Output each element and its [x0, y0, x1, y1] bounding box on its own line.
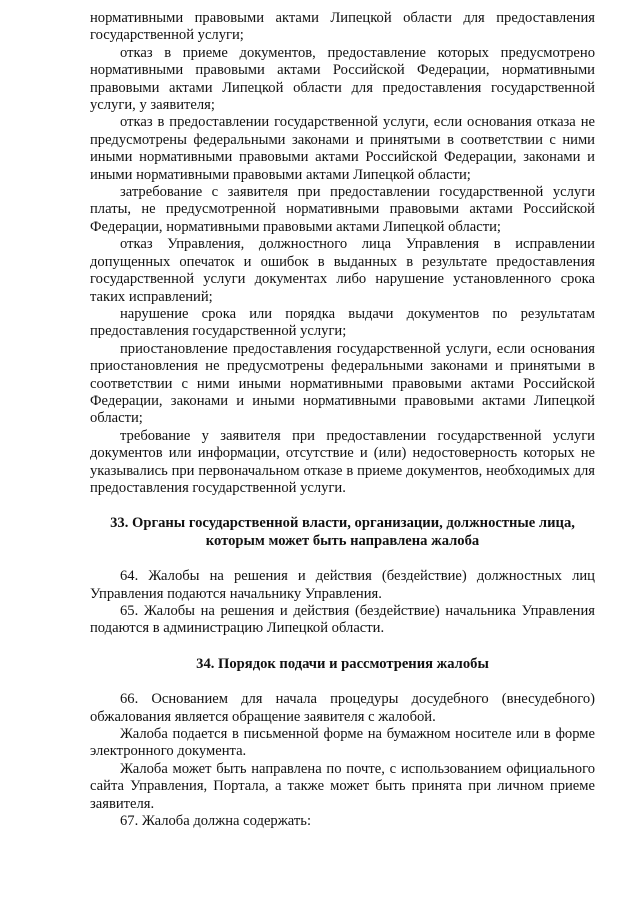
paragraph-67: 67. Жалоба должна содержать: [120, 813, 311, 830]
section-heading-34: 34. Порядок подачи и рассмотрения жалобы [196, 655, 489, 672]
paragraph-correction-refusal: отказ Управления, должностного лица Управления в исправлении допущенных опечаток и ошибок в выданных в результате предоставления государственной услуги документах либо нарушение установленного срока таких исправлений; [90, 236, 595, 305]
paragraph-fee-demand: затребование с заявителя при предоставлении государственной услуги платы, не предусмотренной нормативными правовыми актами Российской Федерации, нормативными правовыми актами Липецкой области; [90, 184, 595, 235]
paragraph-refusal-service: отказ в предоставлении государственной услуги, если основания отказа не предусмотрены федеральными законами и принятыми в соответствии с ними иными нормативными правовыми актами Российской Федерации, законами и иными нормативными правовыми актами Липецкой области; [90, 114, 595, 183]
section-heading-33: 33. Органы государственной власти, организации, должностные лица, которым может быть направлена жалоба [110, 515, 575, 549]
paragraph-continuation: нормативными правовыми актами Липецкой области для предоставления государственной услуги; [90, 10, 595, 44]
spacer [90, 638, 595, 656]
paragraph-document-demand: требование у заявителя при предоставлении государственной услуги документов или информации, отсутствие и (или) недостоверность которых не указывались при первоначальном отказе в приеме документов, необходимых для предоставления государственной услуги. [90, 427, 595, 496]
spacer [90, 673, 595, 691]
paragraph-66-channels: Жалоба может быть направлена по почте, с использованием официального сайта Управления, Портала, а также может быть принята при личном приеме заявителя. [90, 760, 595, 812]
paragraph-66: 66. Основанием для начала процедуры досудебного (внесудебного) обжалования является обращение заявителя с жалобой. [90, 691, 595, 725]
paragraph-65: 65. Жалобы на решения и действия (бездействие) начальника Управления подаются в администрацию Липецкой области. [90, 603, 595, 637]
paragraph-refusal-docs: отказ в приеме документов, предоставление которых предусмотрено нормативными правовыми актами Российской Федерации, нормативными правовыми актами Липецкой области для предоставления государственной услуги, у заявителя; [90, 44, 595, 114]
spacer [90, 497, 595, 515]
document-page [90, 10, 595, 830]
paragraph-64: 64. Жалобы на решения и действия (бездействие) должностных лиц Управления подаются начальнику Управления. [90, 568, 595, 602]
paragraph-66-form: Жалоба подается в письменной форме на бумажном носителе или в форме электронного документа. [90, 726, 595, 760]
spacer [90, 550, 595, 568]
paragraph-deadline-violation: нарушение срока или порядка выдачи документов по результатам предоставления государственной услуги; [90, 305, 595, 340]
paragraph-suspension: приостановление предоставления государственной услуги, если основания приостановления не предусмотрены федеральными законами и принятыми в соответствии с ними иными нормативными правовыми актами Российской Федерации, законами и иными нормативными правовыми актами Липецкой области; [90, 340, 595, 427]
